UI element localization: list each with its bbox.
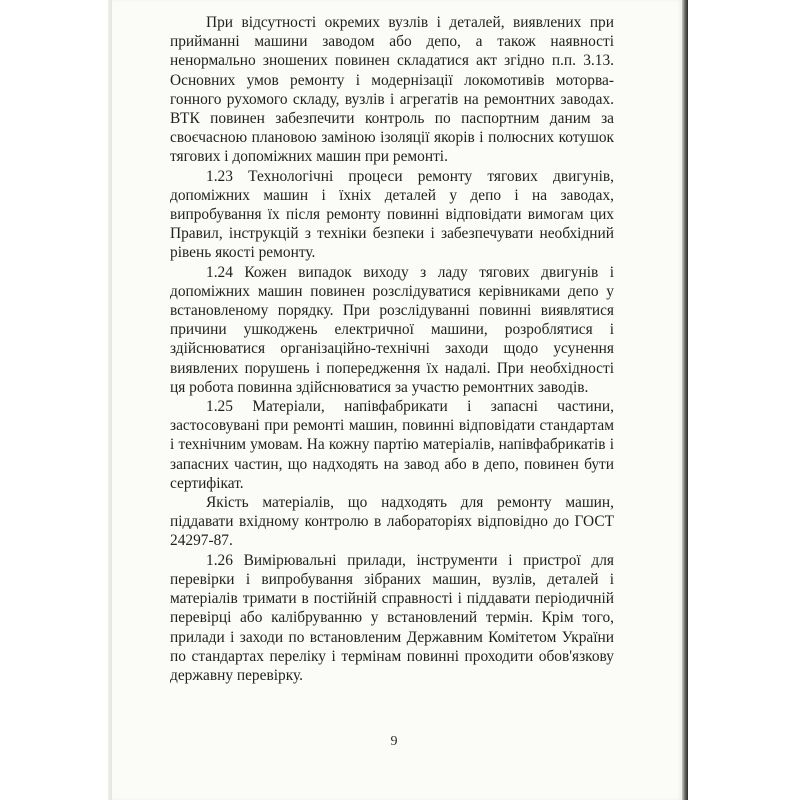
- paragraph-1-24: 1.24 Кожен випадок виходу з ладу тягових двигунів і допоміжних машин повинен розслідуватися керівниками депо у встановленому порядку. При розслідуванні повинні виявлятися причини ушкоджень електричної машини, розроблятися і здійснюватися організаційно-технічні заходи щодо усунення виявлених порушень і попередження їх надалі. При необхідності ця робота повинна здійснюватися за участю ремонтних заводів.: [170, 263, 614, 396]
- paragraph-1-23: 1.23 Технологічні процеси ремонту тягових двигунів, допоміжних машин і їхніх деталей у депо і на заводах, випробування їх після ремонту повинні відповідати вимогам цих Правил, інструкцій з техніки безпеки і забезпечувати необхідний рівень якості ремонту.: [170, 167, 614, 262]
- paragraph-1-26: 1.26 Вимірювальні прилади, інструменти і пристрої для перевірки і випробування зібраних машин, вузлів, деталей і матеріалів тримати в постійній справності і піддавати періодичній перевірці або калібруванню у встановлений термін. Крім того, прилади і заходи по встановленим Державним Комітетом України по стандартах переліку і термінам повинні проходити обов'язкову державну перевірку.: [170, 551, 614, 684]
- right-page-edge-shadow: [682, 0, 688, 800]
- page-number: 9: [390, 734, 398, 749]
- paragraph-materials-quality: Якість матеріалів, що надходять для ремонту машин, піддавати вхідному контролю в лабораторіях відповідно до ГОСТ 24297-87.: [170, 494, 614, 550]
- document-body: [170, 13, 614, 685]
- paragraph-acceptance: При відсутності окремих вузлів і деталей, виявлених при прийманні машини заводом або депо, а також наявності ненормально зношених повинен складатися акт згідно п.п. 3.13. Основних умов ремонту і модернізації локомотивів моторвагонного рухомого складу, вузлів і агрегатів на ремонтних заводах. ВТК повинен забезпечити контроль по паспортним даним за своєчасною плановою заміною ізоляції якорів і полюсних котушок тягових і допоміжних машин при ремонті.: [170, 14, 614, 166]
- paragraph-1-25: 1.25 Матеріали, напівфабрикати і запасні частини, застосовувані при ремонті машин, повинні відповідати стандартам і технічним умовам. На кожну партію матеріалів, напівфабрикатів і запасних частин, що надходять на завод або в депо, повинен бути сертифікат.: [170, 398, 614, 492]
